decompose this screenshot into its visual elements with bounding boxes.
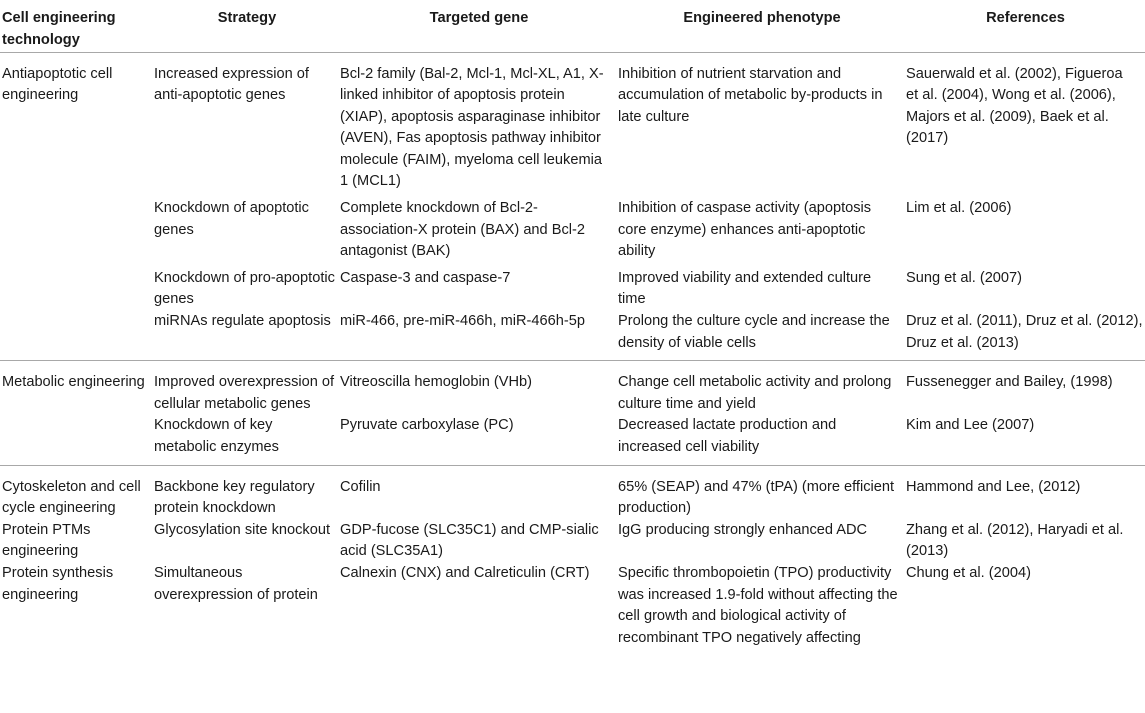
table-row [0,311,1145,361]
table-row [0,361,1145,416]
cell-strategy: Simultaneous overexpression of protein [154,564,318,603]
table-row [0,263,1145,311]
cell-phenotype: 65% (SEAP) and 47% (tPA) (more efficient production) [618,478,895,517]
table-row [0,415,1145,465]
cell-references: Lim et al. (2006) [906,200,1012,217]
cell-targeted-gene: miR-466, pre-miR-466h, miR-466h-5p [340,311,618,361]
cell-phenotype: Inhibition of caspase activity (apoptosis core enzyme) enhances anti-apoptotic ability [618,200,872,260]
table-row [0,520,1145,563]
cell-phenotype: Decreased lactate production and increased cell viability [618,415,906,465]
cell-strategy: Backbone key regulatory protein knockdown [154,478,315,517]
cell-technology [0,263,154,311]
cell-technology [0,193,154,263]
table-row [0,193,1145,263]
cell-strategy: Knockdown of key metabolic enzymes [154,415,340,465]
cell-strategy: Increased expression of anti-apoptotic genes [154,65,309,104]
cell-technology: Protein synthesis engineering [2,564,114,603]
header-row [0,0,1145,52]
table-row [0,465,1145,520]
reference-line: Zhang et al. (2012), Haryadi et al. [906,521,1124,538]
reference-line: Druz et al. (2013) [906,334,1019,351]
table-row [0,563,1145,649]
table-body [0,52,1145,649]
reference-line: Sauerwald et al. (2002), Figueroa [906,65,1123,82]
cell-phenotype: Prolong the culture cycle and increase the density of viable cells [618,311,906,361]
cell-targeted-gene: Vitreoscilla hemoglobin (VHb) [340,374,532,391]
reference-line: (2013) [906,543,949,560]
cell-targeted-gene: Cofilin [340,478,381,495]
cell-targeted-gene: Bcl-2 family (Bal-2, Mcl-1, Mcl-XL, A1, X-linked inhibitor of apoptosis protein (XIAP), apoptosis asparaginase inhibitor (AVEN), Fas apoptosis pathway inhibitor molecule (FAIM), myeloma cell leukemia 1 (MCL1) [340,65,604,190]
cell-phenotype: Inhibition of nutrient starvation and accumulation of metabolic by-products in late culture [618,65,883,125]
reference-line: Majors et al. (2009), Baek et al. [906,108,1109,125]
cell-references: Sung et al. (2007) [906,269,1023,286]
cell-technology [0,415,154,465]
cell-strategy: Improved overexpression of cellular metabolic genes [154,374,335,412]
cell-references [906,52,1145,193]
cell-technology [0,311,154,361]
table-row [0,52,1145,193]
cell-targeted-gene: GDP-fucose (SLC35C1) and CMP-sialic acid (SLC35A1) [340,521,599,560]
header-engineered-phenotype: Engineered phenotype [618,0,906,52]
cell-targeted-gene: Pyruvate carboxylase (PC) [340,415,618,465]
cell-technology: Antiapoptotic cell engineering [2,65,113,104]
cell-phenotype: IgG producing strongly enhanced ADC [618,521,868,538]
cell-strategy: Knockdown of apoptotic genes [154,200,309,238]
cell-phenotype: Specific thrombopoietin (TPO) productivity was increased 1.9-fold without affecting the cell growth and biological activity of recombinant TPO negatively affecting [618,564,898,646]
header-targeted-gene: Targeted gene [340,0,618,52]
cell-references [906,520,1145,563]
cell-technology: Metabolic engineering [2,374,145,391]
reference-line: et al. (2004), Wong et al. (2006), [906,87,1116,104]
cell-technology: Protein PTMs engineering [2,521,91,560]
reference-line: (2017) [906,130,949,147]
header-technology: Cell engineering technology [0,0,154,52]
cell-targeted-gene: Complete knockdown of Bcl-2-association-X protein (BAX) and Bcl-2 antagonist (BAK) [340,200,585,260]
cell-strategy: miRNAs regulate apoptosis [154,311,340,361]
cell-references [906,311,1145,361]
cell-strategy: Glycosylation site knockout [154,521,331,538]
cell-targeted-gene: Caspase-3 and caspase-7 [340,269,511,286]
cell-phenotype: Improved viability and extended culture time [618,269,872,308]
cell-references: Kim and Lee (2007) [906,415,1145,465]
cell-targeted-gene: Calnexin (CNX) and Calreticulin (CRT) [340,564,590,581]
cell-references: Chung et al. (2004) [906,564,1031,581]
cell-strategy: Knockdown of pro-apoptotic genes [154,269,335,308]
cell-references: Fussenegger and Bailey, (1998) [906,374,1113,391]
cell-technology: Cytoskeleton and cell cycle engineering [2,478,141,517]
header-references: References [906,0,1145,52]
cell-phenotype: Change cell metabolic activity and prolong culture time and yield [618,374,892,412]
cell-references: Hammond and Lee, (2012) [906,478,1081,495]
table-header [0,0,1145,52]
reference-line: Druz et al. (2011), Druz et al. (2012), [906,313,1143,330]
header-strategy: Strategy [154,0,340,52]
